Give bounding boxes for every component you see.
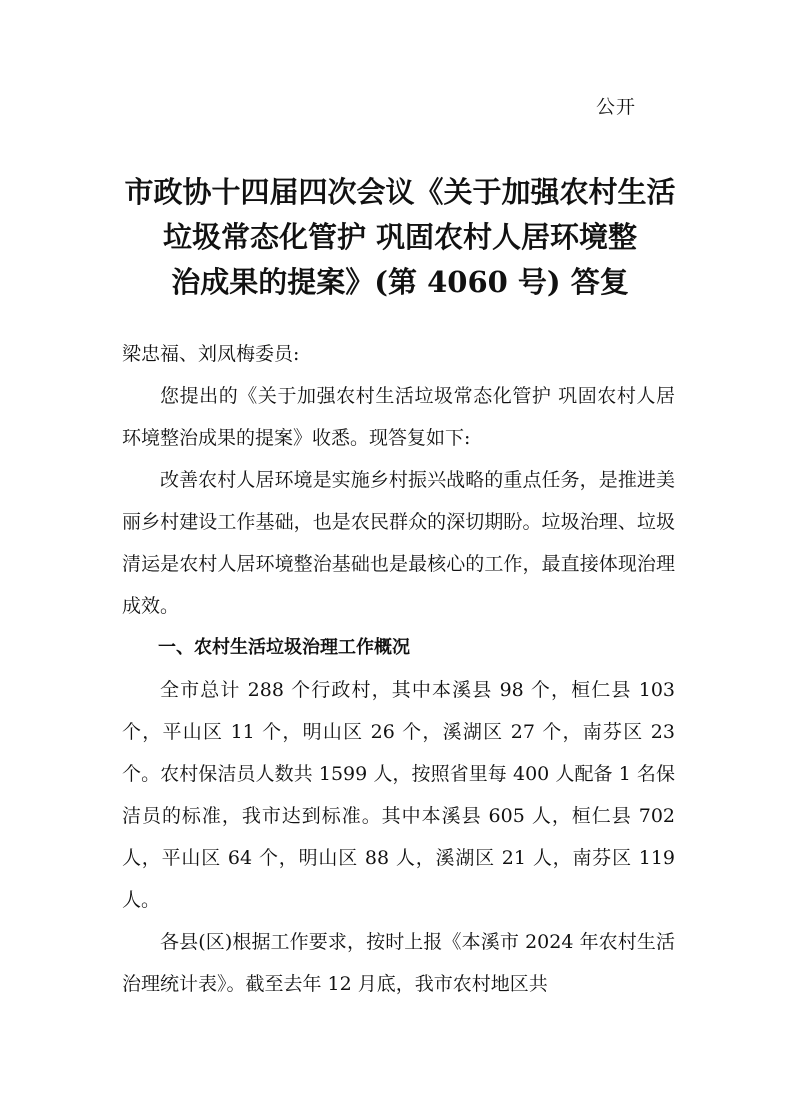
paragraph-background: 改善农村人居环境是实施乡村振兴战略的重点任务，是推进美丽乡村建设工作基础，也是农民群众的深切期盼。垃圾治理、垃圾清运是农村人居环境整治基础也是最核心的工作，最直接体现治理成效。	[122, 469, 675, 617]
classification-label: 公开	[596, 96, 637, 118]
title-line-3: 治成果的提案》(第 4060 号) 答复	[171, 265, 629, 299]
document-body	[122, 333, 675, 1005]
title-line-2: 垃圾常态化管护 巩固农村人居环境整	[162, 220, 638, 254]
paragraph-village-statistics: 全市总计 288 个行政村，其中本溪县 98 个，桓仁县 103 个，平山区 11 个，明山区 26 个，溪湖区 27 个，南芬区 23 个。农村保洁员人数共 1599 人，按照省里每 400 人配备 1 名保洁员的标准，我市达到标准。其中本溪县 605 人，桓仁县 702 人，平山区 64 个，明山区 88 人，溪湖区 21 人，南芬区 119 人。	[122, 679, 675, 911]
paragraph-reporting: 各县(区)根据工作要求，按时上报《本溪市 2024 年农村生活治理统计表》。截至去年 12 月底，我市农村地区共	[122, 931, 675, 995]
section-heading-1: 一、农村生活垃圾治理工作概况	[158, 637, 410, 658]
document-title	[100, 170, 700, 305]
salutation: 梁忠福、刘凤梅委员:	[122, 343, 300, 365]
title-line-1: 市政协十四届四次会议《关于加强农村生活	[124, 175, 676, 209]
paragraph-acknowledgement: 您提出的《关于加强农村生活垃圾常态化管护 巩固农村人居环境整治成果的提案》收悉。现答复如下:	[122, 385, 675, 449]
